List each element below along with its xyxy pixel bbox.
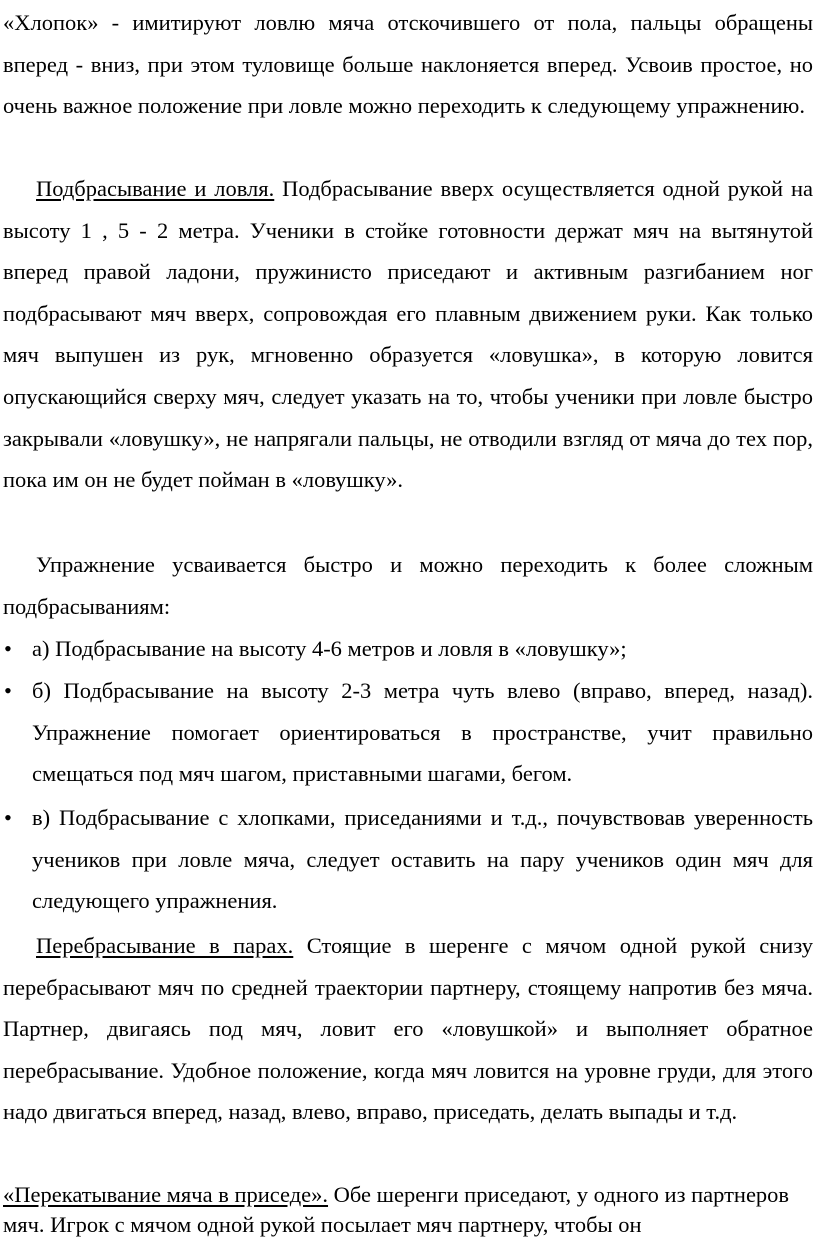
paragraph-rolling-ball bbox=[3, 1180, 813, 1240]
list-item-text: в) Подбрасывание с хлопками, приседаниями и т.д., почувствовав уверенность учеников при ловле мяча, следует оставить на пару учеников один мяч для следующего упражнения. bbox=[32, 805, 813, 914]
paragraph-pair-passing bbox=[3, 925, 813, 1133]
list-item-text: а) Подбрасывание на высоту 4-6 метров и ловля в «ловушку»; bbox=[32, 636, 627, 661]
paragraph-clap-text: «Хлопок» - имитируют ловлю мяча отскочившего от пола, пальцы обращены вперед - вниз, при этом туловище больше наклоняется вперед. Усвоив простое, но очень важное положение при ловле можно переходить к следующему упражнению. bbox=[3, 10, 813, 119]
list-item bbox=[0, 628, 813, 670]
paragraph-rolling-ball-text: Обе шеренги приседают, у одного из партнеров мяч. Игрок с мячом одной рукой посылает мяч партнеру, чтобы он bbox=[3, 1182, 790, 1237]
paragraph-pair-passing-text: Стоящие в шеренге с мячом одной рукой снизу перебрасывают мяч по средней траектории партнеру, стоящему напротив без мяча. Партнер, двигаясь под мяч, ловит его «ловушкой» и выполняет обратное перебрасывание. Удобное положение, когда мяч ловится на уровне груди, для этого надо двигаться вперед, назад, влево, вправо, приседать, делать выпады и т.д. bbox=[3, 933, 813, 1125]
section-heading-toss-and-catch: Подбрасывание и ловля. bbox=[36, 176, 275, 201]
paragraph-exercise-intro bbox=[3, 544, 813, 627]
paragraph-clap bbox=[3, 2, 813, 127]
list-item bbox=[0, 797, 813, 922]
paragraph-toss-and-catch bbox=[3, 168, 813, 501]
section-heading-rolling-ball: «Перекатывание мяча в приседе». bbox=[3, 1182, 329, 1207]
paragraph-toss-and-catch-text: Подбрасывание вверх осуществляется одной рукой на высоту 1 , 5 - 2 метра. Ученики в стойке готовности держат мяч на вытянутой вперед правой ладони, пружинисто приседают и активным разгибанием ног подбрасывают мяч вверх, сопровождая его плавным движением руки. Как только мяч выпушен из рук, мгновенно образуется «ловушка», в которую ловится опускающийся сверху мяч, следует указать на то, чтобы ученики при ловле быстро закрывали «ловушку», не напрягали пальцы, не отводили взгляд от мяча до тех пор, пока им он не будет пойман в «ловушку». bbox=[3, 176, 813, 493]
bullet-marker: • bbox=[4, 636, 12, 661]
paragraph-exercise-intro-text: Упражнение усваивается быстро и можно переходить к более сложным подбрасываниям: bbox=[3, 552, 813, 619]
list-item bbox=[0, 670, 813, 795]
bullet-marker: • bbox=[4, 805, 12, 830]
section-heading-pair-passing: Перебрасывание в парах. bbox=[36, 933, 294, 958]
list-item-text: б) Подбрасывание на высоту 2-3 метра чуть влево (вправо, вперед, назад). Упражнение помогает ориентироваться в пространстве, учит правильно смещаться под мяч шагом, приставными шагами, бегом. bbox=[32, 678, 813, 787]
bullet-marker: • bbox=[4, 678, 12, 703]
